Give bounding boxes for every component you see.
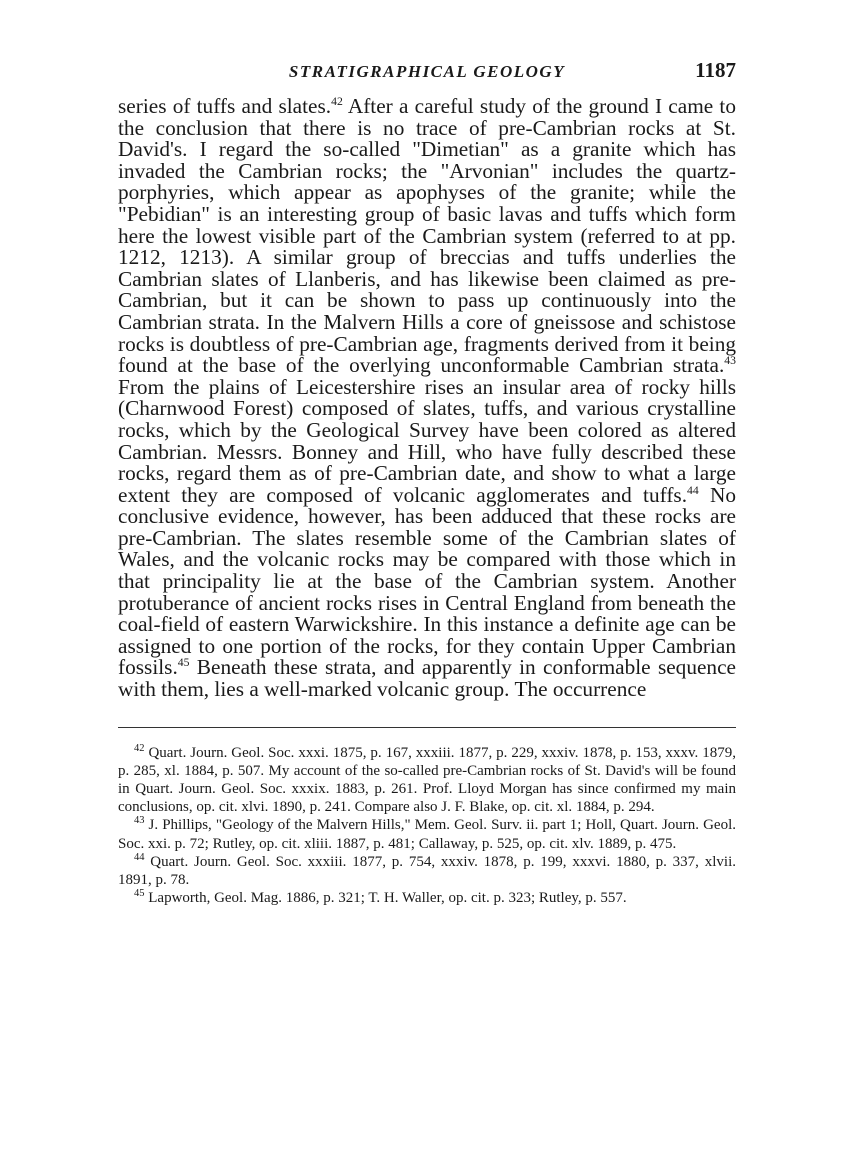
footnote-reference-44[interactable]: 44 xyxy=(687,483,699,497)
body-text-segment: From the plains of Leicestershire rises an insular area of rocky hills (Charnwood Forest) composed of slates, tuffs, and various crystalline rocks, which by the Geological Survey have been colored as altered Cambrian. Messrs. Bonney and Hill, who have fully described these rocks, regard them as of pre-Cambrian date, and show to what a large extent they are composed of volcanic agglomerates and tuffs. xyxy=(118,374,736,507)
page-content xyxy=(118,58,736,907)
footnote-marker: 45 xyxy=(134,888,145,900)
footnote-44 xyxy=(118,853,736,889)
body-text-segment: series of tuffs and slates. xyxy=(118,94,332,118)
footnote-45 xyxy=(118,889,736,907)
body-text-segment: After a careful study of the ground I came to the conclusion that there is no trace of pre-Cambrian rocks at St. David's. I regard the so-called "Dimetian" as a granite which has invaded the Cambrian rocks; the "Arvonian" includes the quartz-porphyries, which appear as apophyses of the granite; while the "Pebidian" is an interesting group of basic lavas and tuffs which form here the lowest visible part of the Cambrian system (referred to at pp. 1212, 1213). A similar group of breccias and tuffs underlies the Cambrian slates of Llanberis, and has likewise been claimed as pre-Cambrian, but it can be shown to pass up continuously into the Cambrian strata. In the Malvern Hills a core of gneissose and schistose rocks is doubtless of pre-Cambrian age, fragments derived from it being found at the base of the overlying unconformable Cambrian strata. xyxy=(118,94,736,378)
running-title: STRATIGRAPHICAL GEOLOGY xyxy=(288,62,566,81)
running-head xyxy=(118,58,736,88)
footnote-text: J. Phillips, "Geology of the Malvern Hills," Mem. Geol. Surv. ii. part 1; Holl, Quart. Journ. Geol. Soc. xxi. p. 72; Rutley, op. cit. xliii. 1887, p. 481; Callaway, p. 525, op. cit. xlv. 1889, p. 475. xyxy=(118,817,736,852)
footnote-marker: 42 xyxy=(134,742,145,754)
footnote-divider xyxy=(118,727,736,728)
footnote-43 xyxy=(118,816,736,852)
body-paragraph xyxy=(118,96,736,701)
footnote-reference-43[interactable]: 43 xyxy=(724,354,736,368)
footnote-marker: 43 xyxy=(134,815,145,827)
footnote-text: Quart. Journ. Geol. Soc. xxxi. 1875, p. 167, xxxiii. 1877, p. 229, xxxiv. 1878, p. 153, xxxv. 1879, p. 285, xl. 1884, p. 507. My account of the so-called pre-Cambrian rocks of St. David's will be found in Quart. Journ. Geol. Soc. xxxix. 1883, p. 261. Prof. Lloyd Morgan has since confirmed my main conclusions, op. cit. xlvi. 1890, p. 241. Compare also J. F. Blake, op. cit. xl. 1884, p. 294. xyxy=(118,744,736,816)
footnote-text: Lapworth, Geol. Mag. 1886, p. 321; T. H. Waller, op. cit. p. 323; Rutley, p. 557. xyxy=(144,890,627,907)
footnote-reference-42[interactable]: 42 xyxy=(331,94,343,108)
footnote-reference-45[interactable]: 45 xyxy=(177,656,190,670)
page-number: 1187 xyxy=(695,58,736,82)
footnote-text: Quart. Journ. Geol. Soc. xxxiii. 1877, p. 754, xxxiv. 1878, p. 199, xxxvi. 1880, p. 337, xlvii. 1891, p. 78. xyxy=(118,853,736,889)
body-text-segment: Beneath these strata, and apparently in conformable sequence with them, lies a well-marked volcanic group. The occurrence xyxy=(118,655,736,702)
footnote-42 xyxy=(118,744,736,817)
footnotes xyxy=(118,744,736,908)
body-text-segment: No conclusive evidence, however, has been adduced that these rocks are pre-Cambrian. The slates resemble some of the Cambrian slates of Wales, and the volcanic rocks may be compared with those which in that principality lie at the base of the Cambrian system. Another protuberance of ancient rocks rises in Central England from beneath the coal-field of eastern Warwickshire. In this instance a definite age can be assigned to one portion of the rocks, for they contain Upper Cambrian fossils. xyxy=(118,482,736,680)
footnote-marker: 44 xyxy=(134,851,145,863)
